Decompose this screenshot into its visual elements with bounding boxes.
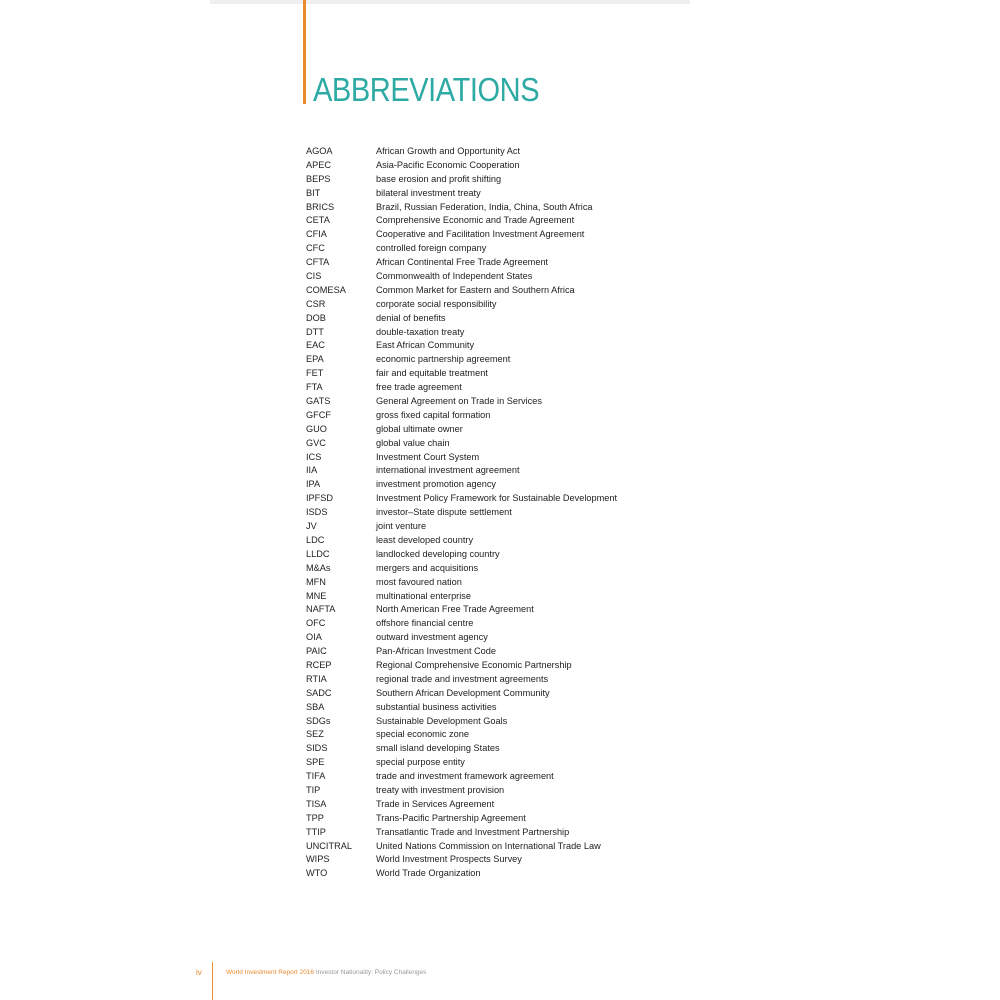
abbreviation-definition: East African Community <box>376 340 475 351</box>
abbreviation-definition: least developed country <box>376 534 474 545</box>
abbreviation-definition: international investment agreement <box>376 465 520 476</box>
abbreviation-definition: Common Market for Eastern and Southern Africa <box>376 284 575 295</box>
abbreviation-row <box>306 728 626 742</box>
abbreviation-code: ICS <box>306 451 322 462</box>
abbreviation-code: APEC <box>306 159 332 170</box>
abbreviation-definition: fair and equitable treatment <box>376 368 488 379</box>
abbreviation-row <box>306 631 626 645</box>
abbreviation-row <box>306 339 626 353</box>
abbreviation-code: RCEP <box>306 659 332 670</box>
abbreviation-code: SADC <box>306 687 332 698</box>
abbreviation-row <box>306 381 626 395</box>
abbreviation-definition: World Trade Organization <box>376 868 481 879</box>
abbreviation-row <box>306 701 626 715</box>
abbreviation-row <box>306 756 626 770</box>
abbreviation-row <box>306 242 626 256</box>
abbreviation-row <box>306 145 626 159</box>
abbreviation-definition: double-taxation treaty <box>376 326 465 337</box>
abbreviation-row <box>306 367 626 381</box>
abbreviation-code: TTIP <box>306 826 326 837</box>
abbreviation-definition: most favoured nation <box>376 576 462 587</box>
abbreviation-definition: base erosion and profit shifting <box>376 173 502 184</box>
abbreviation-definition: North American Free Trade Agreement <box>376 604 534 615</box>
abbreviation-row <box>306 826 626 840</box>
abbreviation-code: OIA <box>306 632 322 643</box>
abbreviation-definition: trade and investment framework agreement <box>376 771 554 782</box>
abbreviation-definition: treaty with investment provision <box>376 784 505 795</box>
abbreviation-code: EAC <box>306 340 325 351</box>
abbreviation-row <box>306 659 626 673</box>
abbreviation-code: BIT <box>306 187 321 198</box>
abbreviation-row <box>306 464 626 478</box>
abbreviation-definition: investor–State dispute settlement <box>376 507 512 518</box>
abbreviation-code: FTA <box>306 382 323 393</box>
abbreviation-row <box>306 326 626 340</box>
page-number: iv <box>196 968 202 977</box>
abbreviation-code: FET <box>306 368 324 379</box>
abbreviation-code: BRICS <box>306 201 335 212</box>
abbreviation-row <box>306 853 626 867</box>
abbreviation-definition: regional trade and investment agreements <box>376 673 549 684</box>
abbreviation-row <box>306 423 626 437</box>
footer-accent-bar <box>212 962 213 1000</box>
abbreviation-row <box>306 520 626 534</box>
abbreviation-row <box>306 673 626 687</box>
abbreviation-definition: corporate social responsibility <box>376 298 497 309</box>
abbreviation-definition: landlocked developing country <box>376 548 500 559</box>
abbreviation-definition: economic partnership agreement <box>376 354 511 365</box>
abbreviation-code: ISDS <box>306 507 328 518</box>
abbreviation-code: SPE <box>306 757 325 768</box>
abbreviation-row <box>306 284 626 298</box>
abbreviation-code: WTO <box>306 868 328 879</box>
abbreviation-definition: offshore financial centre <box>376 618 474 629</box>
abbreviation-code: IPA <box>306 479 321 490</box>
abbreviation-definition: Brazil, Russian Federation, India, China, South Africa <box>376 201 593 212</box>
abbreviation-definition: bilateral investment treaty <box>376 187 481 198</box>
abbreviation-code: CSR <box>306 298 326 309</box>
abbreviation-row <box>306 298 626 312</box>
abbreviation-definition: outward investment agency <box>376 632 488 643</box>
abbreviation-definition: Transatlantic Trade and Investment Partnership <box>376 826 570 837</box>
abbreviation-code: LDC <box>306 534 325 545</box>
abbreviation-row <box>306 603 626 617</box>
abbreviation-definition: Comprehensive Economic and Trade Agreement <box>376 215 575 226</box>
abbreviation-code: SIDS <box>306 743 328 754</box>
abbreviation-row <box>306 576 626 590</box>
abbreviation-definition: free trade agreement <box>376 382 462 393</box>
abbreviation-definition: denial of benefits <box>376 312 446 323</box>
abbreviation-row <box>306 590 626 604</box>
abbreviation-code: MFN <box>306 576 326 587</box>
abbreviation-row <box>306 353 626 367</box>
page-title: ABBREVIATIONS <box>313 71 540 108</box>
abbreviation-code: GVC <box>306 437 326 448</box>
abbreviation-definition: African Growth and Opportunity Act <box>376 146 521 156</box>
abbreviation-code: GFCF <box>306 409 332 420</box>
abbreviation-code: IIA <box>306 465 318 476</box>
abbreviation-definition: Investment Policy Framework for Sustainable Development <box>376 493 618 504</box>
abbreviation-code: RTIA <box>306 673 327 684</box>
abbreviation-code: GUO <box>306 423 327 434</box>
abbreviation-code: TPP <box>306 812 324 823</box>
abbreviation-row <box>306 770 626 784</box>
abbreviation-code: BEPS <box>306 173 331 184</box>
abbreviation-definition: Regional Comprehensive Economic Partnership <box>376 659 572 670</box>
abbreviation-definition: special economic zone <box>376 729 469 740</box>
abbreviation-definition: joint venture <box>376 521 427 532</box>
abbreviation-definition: small island developing States <box>376 743 500 754</box>
abbreviation-row <box>306 409 626 423</box>
abbreviation-definition: United Nations Commission on International Trade Law <box>376 840 601 851</box>
abbreviation-row <box>306 812 626 826</box>
abbreviation-row <box>306 214 626 228</box>
abbreviation-row <box>306 617 626 631</box>
abbreviation-code: SBA <box>306 701 325 712</box>
abbreviation-code: OFC <box>306 618 326 629</box>
abbreviation-definition: Commonwealth of Independent States <box>376 271 533 282</box>
abbreviation-code: SDGs <box>306 715 331 726</box>
abbreviation-row <box>306 256 626 270</box>
abbreviation-code: DTT <box>306 326 324 337</box>
abbreviation-code: CFIA <box>306 229 327 240</box>
abbreviation-row <box>306 687 626 701</box>
footer-subtitle: Investor Nationality: Policy Challenges <box>315 969 427 976</box>
abbreviation-row <box>306 867 626 881</box>
abbreviation-row <box>306 173 626 187</box>
abbreviation-code: WIPS <box>306 854 330 865</box>
abbreviation-code: NAFTA <box>306 604 336 615</box>
abbreviation-row <box>306 562 626 576</box>
abbreviation-definition: Asia-Pacific Economic Cooperation <box>376 159 520 170</box>
abbreviation-definition: multinational enterprise <box>376 590 471 601</box>
abbreviation-definition: African Continental Free Trade Agreement <box>376 257 549 268</box>
footer-report-title: World Investment Report 2016 <box>226 969 315 976</box>
abbreviation-definition: World Investment Prospects Survey <box>376 854 522 865</box>
abbreviation-code: COMESA <box>306 284 346 295</box>
abbreviation-row <box>306 395 626 409</box>
abbreviation-row <box>306 784 626 798</box>
abbreviation-definition: global value chain <box>376 437 450 448</box>
abbreviation-definition: Investment Court System <box>376 451 480 462</box>
abbreviation-code: IPFSD <box>306 493 334 504</box>
abbreviation-code: SEZ <box>306 729 324 740</box>
abbreviation-row <box>306 548 626 562</box>
abbreviation-code: TISA <box>306 798 327 809</box>
abbreviation-code: EPA <box>306 354 324 365</box>
abbreviation-definition: substantial business activities <box>376 701 497 712</box>
abbreviation-row <box>306 798 626 812</box>
abbreviation-row <box>306 312 626 326</box>
abbreviation-code: M&As <box>306 562 331 573</box>
abbreviation-row <box>306 159 626 173</box>
abbreviation-row <box>306 645 626 659</box>
abbreviation-code: CFTA <box>306 257 330 268</box>
abbreviation-definition: global ultimate owner <box>376 423 463 434</box>
abbreviation-definition: controlled foreign company <box>376 243 487 254</box>
abbreviation-code: MNE <box>306 590 327 601</box>
abbreviation-code: TIFA <box>306 771 326 782</box>
abbreviation-code: GATS <box>306 396 331 407</box>
abbreviation-row <box>306 228 626 242</box>
abbreviation-row <box>306 187 626 201</box>
abbreviation-row <box>306 270 626 284</box>
abbreviation-definition: mergers and acquisitions <box>376 562 479 573</box>
abbreviation-row <box>306 534 626 548</box>
title-accent-bar <box>303 0 306 104</box>
abbreviation-definition: gross fixed capital formation <box>376 409 491 420</box>
abbreviation-row <box>306 742 626 756</box>
abbreviation-code: CETA <box>306 215 330 226</box>
abbreviation-row <box>306 437 626 451</box>
abbreviation-row <box>306 451 626 465</box>
abbreviation-definition: investment promotion agency <box>376 479 497 490</box>
abbreviation-row <box>306 201 626 215</box>
footer-running-head <box>226 969 426 976</box>
abbreviation-definition: General Agreement on Trade in Services <box>376 396 542 407</box>
abbreviation-row <box>306 478 626 492</box>
abbreviation-row <box>306 715 626 729</box>
abbreviation-row <box>306 506 626 520</box>
abbreviation-code: JV <box>306 521 317 532</box>
abbreviation-definition: Southern African Development Community <box>376 687 550 698</box>
abbreviation-code: AGOA <box>306 146 333 156</box>
abbreviation-definition: Cooperative and Facilitation Investment Agreement <box>376 229 585 240</box>
abbreviation-code: TIP <box>306 784 321 795</box>
abbreviation-row <box>306 492 626 506</box>
abbreviation-row <box>306 840 626 854</box>
abbreviation-code: PAIC <box>306 646 327 657</box>
abbreviation-code: UNCITRAL <box>306 840 352 851</box>
abbreviations-list <box>306 145 626 881</box>
abbreviation-code: LLDC <box>306 548 330 559</box>
top-decorative-band <box>210 0 690 4</box>
abbreviation-definition: Pan-African Investment Code <box>376 646 497 657</box>
abbreviation-definition: Trade in Services Agreement <box>376 798 495 809</box>
abbreviation-code: DOB <box>306 312 326 323</box>
abbreviation-definition: Sustainable Development Goals <box>376 715 508 726</box>
abbreviation-definition: Trans-Pacific Partnership Agreement <box>376 812 526 823</box>
abbreviation-code: CIS <box>306 271 322 282</box>
abbreviation-definition: special purpose entity <box>376 757 465 768</box>
abbreviation-code: CFC <box>306 243 325 254</box>
